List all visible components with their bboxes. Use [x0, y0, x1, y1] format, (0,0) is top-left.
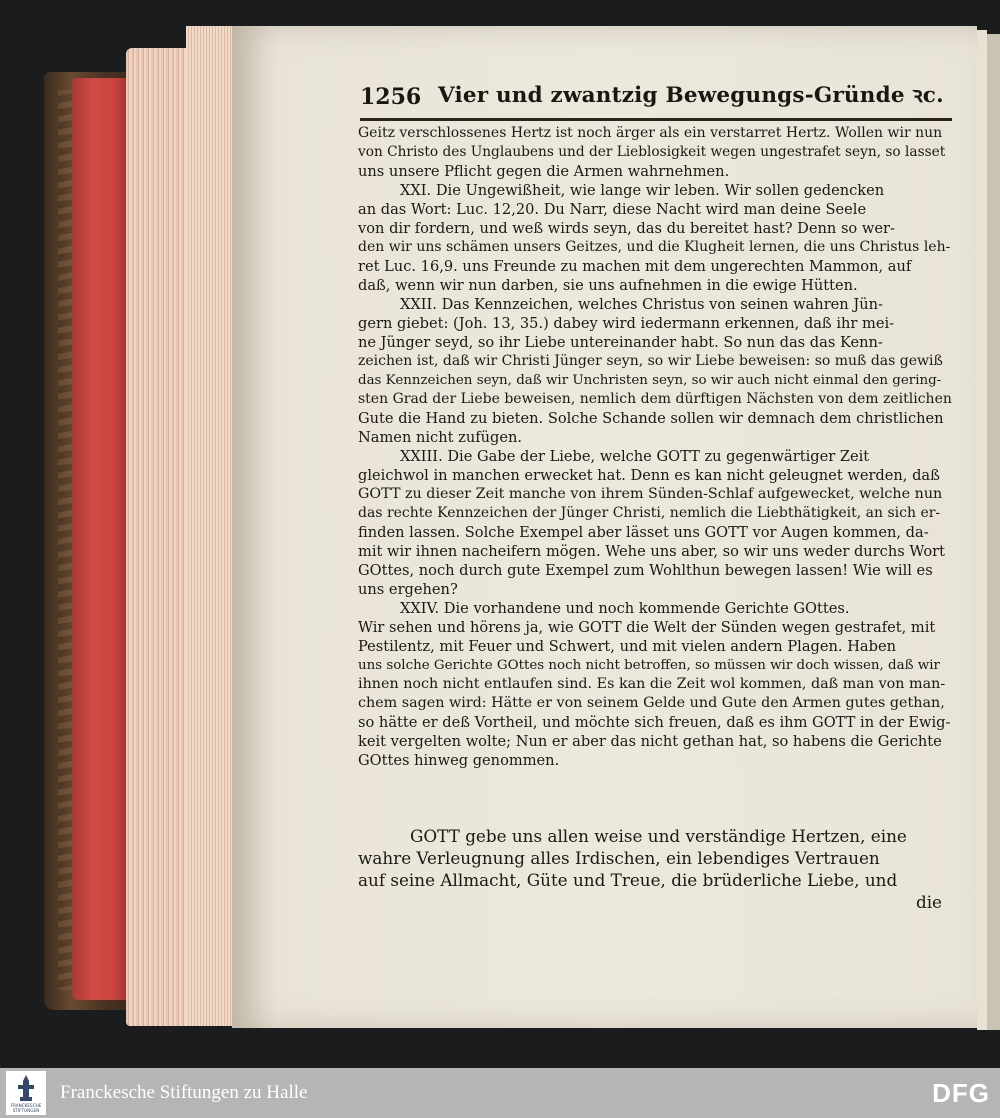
- text-line: GOttes, noch durch gute Exempel zum Wohlthun bewegen lassen! Wie will es: [358, 562, 933, 579]
- section-heading-line: XXI. Die Ungewißheit, wie lange wir leben. Wir sollen gedencken: [400, 182, 885, 199]
- text-line: von dir fordern, und weß wirds seyn, das du bereitet hast? Denn so wer-: [358, 220, 895, 237]
- prayer-line: wahre Verleugnung alles Irdischen, ein lebendiges Vertrauen: [358, 848, 880, 868]
- logo-caption-line: STIFTUNGEN: [12, 1108, 40, 1113]
- text-line: so hätte er deß Vortheil, und möchte sich freuen, daß es ihm GOTT in der Ewig-: [358, 714, 951, 731]
- prayer-line: GOTT gebe uns allen weise und verständige Hertzen, eine: [410, 826, 907, 846]
- text-line: finden lassen. Solche Exempel aber lässet uns GOTT vor Augen kommen, da-: [358, 524, 929, 541]
- header-rule: [360, 118, 952, 121]
- section-heading-line: XXIII. Die Gabe der Liebe, welche GOTT zu gegenwärtiger Zeit: [400, 448, 870, 465]
- text-line: an das Wort: Luc. 12,20. Du Narr, diese Nacht wird man deine Seele: [358, 201, 867, 218]
- text-line: GOttes hinweg genommen.: [358, 752, 560, 769]
- facing-page-edge: [977, 30, 987, 1030]
- body-text: [358, 124, 952, 770]
- text-line: keit vergelten wolte; Nun er aber das nicht gethan hat, so habens die Gerichte: [358, 733, 942, 750]
- text-line: Gute die Hand zu bieten. Solche Schande sollen wir demnach dem christlichen: [358, 410, 944, 427]
- text-line: Namen nicht zufügen.: [358, 429, 523, 446]
- text-line: chem sagen wird: Hätte er von seinem Gelde und Gute den Armen gutes gethan,: [358, 695, 945, 711]
- text-line: Pestilentz, mit Feuer und Schwert, und mit vielen andern Plagen. Haben: [358, 638, 896, 655]
- text-line: Geitz verschlossenes Hertz ist noch ärger als ein verstarret Hertz. Wollen wir nun: [358, 125, 943, 141]
- text-line: das Kennzeichen seyn, daß wir Unchristen seyn, so wir auch nicht einmal den gering-: [358, 373, 942, 388]
- institution-name: Franckesche Stiftungen zu Halle: [60, 1082, 308, 1103]
- section-heading-line: XXIV. Die vorhandene und noch kommende Gerichte GOttes.: [400, 600, 850, 617]
- facing-page-shadow: [987, 34, 1000, 1030]
- running-title: Vier und zwantzig Bewegungs-Gründe ꝛc.: [438, 83, 944, 108]
- closing-prayer: [358, 825, 952, 913]
- text-line: den wir uns schämen unsers Geitzes, und die Klugheit lernen, die uns Christus leh-: [358, 239, 951, 255]
- text-line: Wir sehen und hörens ja, wie GOTT die Welt der Sünden wegen gestrafet, mit: [358, 619, 936, 636]
- text-line: mit wir ihnen nacheifern mögen. Wehe uns aber, so wir uns weder durchs Wort: [358, 543, 945, 560]
- text-line: gern giebet: (Joh. 13, 35.) dabey wird iedermann erkennen, daß ihr mei-: [358, 315, 895, 332]
- page-number: 1256: [360, 84, 422, 110]
- text-line: uns unsere Pflicht gegen die Armen wahrnehmen.: [358, 163, 730, 180]
- section-heading-line: XXII. Das Kennzeichen, welches Christus von seinen wahren Jün-: [400, 296, 883, 313]
- logo-caption-line: FRANCKESCHE: [10, 1103, 42, 1108]
- red-page-edge: [72, 78, 132, 1000]
- text-line: das rechte Kennzeichen der Jünger Christi, nemlich die Liebthätigkeit, an sich er-: [358, 505, 941, 521]
- text-line: ret Luc. 16,9. uns Freunde zu machen mit dem ungerechten Mammon, auf: [358, 258, 912, 275]
- text-line: uns solche Gerichte GOttes noch nicht betroffen, so müssen wir doch wissen, daß wir: [358, 658, 940, 673]
- dfg-logo[interactable]: DFG: [932, 1078, 990, 1108]
- francke-foundation-logo-icon[interactable]: [6, 1071, 46, 1115]
- page-header: [360, 78, 950, 118]
- prayer-line: auf seine Allmacht, Güte und Treue, die brüderliche Liebe, und: [358, 870, 898, 890]
- text-line: GOTT zu dieser Zeit manche von ihrem Sünden-Schlaf aufgewecket, welche nun: [358, 486, 943, 502]
- text-line: gleichwol in manchen erwecket hat. Denn es kan nicht geleugnet werden, daß: [358, 467, 940, 484]
- text-line: von Christo des Unglaubens und der Lieblosigkeit wegen ungestrafet seyn, so lasset: [358, 144, 946, 160]
- text-line: ne Jünger seyd, so ihr Liebe untereinander habt. So nun das das Kenn-: [358, 334, 883, 351]
- catchword: die: [915, 892, 942, 912]
- text-line: zeichen ist, daß wir Christi Jünger seyn, so wir Liebe beweisen: so muß das gewiß: [358, 353, 943, 369]
- text-line: ihnen noch nicht entlaufen sind. Es kan die Zeit wol kommen, daß man von man-: [358, 676, 946, 692]
- text-line: uns ergehen?: [358, 581, 458, 598]
- text-line: daß, wenn wir nun darben, sie uns aufnehmen in die ewige Hütten.: [358, 277, 858, 294]
- viewer-footer: [0, 1068, 1000, 1118]
- text-line: sten Grad der Liebe beweisen, nemlich dem dürftigen Nächsten von dem zeitlichen: [358, 391, 952, 407]
